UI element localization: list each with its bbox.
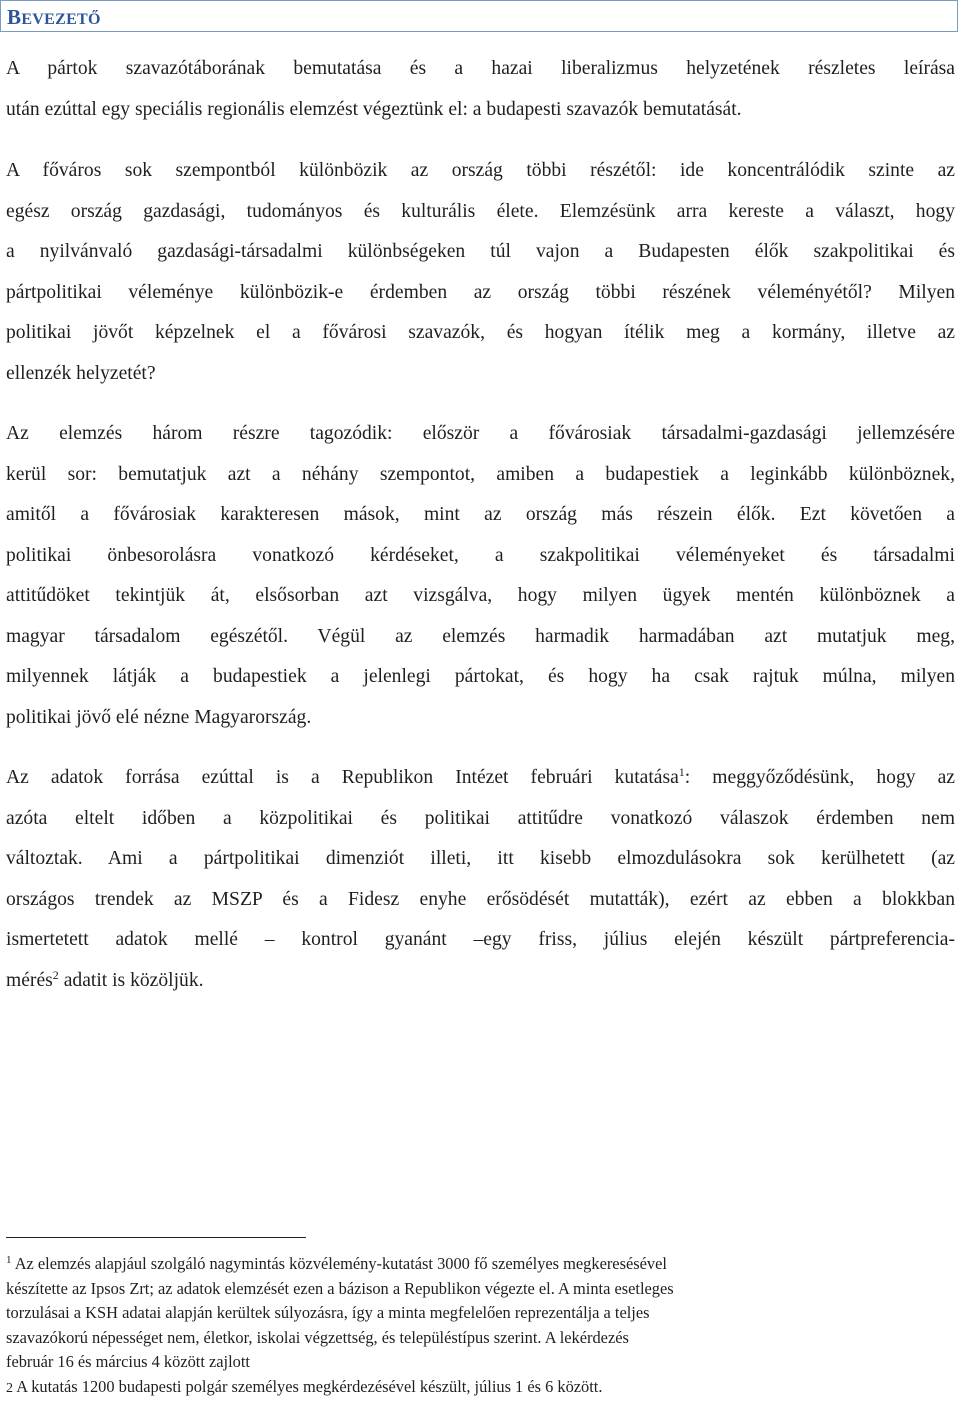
paragraph-2 [6, 151, 955, 394]
footnote-1-line: torzulásai a KSH adatai alapján kerültek súlyozásra, így a minta megfelelően reprezentálja a teljes [6, 1303, 650, 1322]
paragraph-line: amitől a fővárosiak karakteresen mások, mint az ország más részein élők. Ezt követően a [6, 504, 955, 525]
paragraph-line: politikai jövőt képzelnek el a fővárosi szavazók, és hogyan ítélik meg a kormány, illetve az [6, 322, 955, 343]
paragraph-line: azóta eltelt időben a közpolitikai és politikai attitűdre vonatkozó válaszok érdemben nem [6, 807, 955, 829]
paragraph-line [6, 758, 955, 799]
paragraph-line: A pártok szavazótáborának bemutatása és a hazai liberalizmus helyzetének részletes leírása [6, 58, 955, 79]
paragraph-1 [6, 49, 955, 130]
paragraph-line: után ezúttal egy speciális regionális elemzést végeztünk el: a budapesti szavazók bemutatását. [6, 98, 742, 120]
paragraph-4 [6, 758, 955, 1001]
footnote-1-number: 1 [6, 1254, 12, 1266]
footnote-text: A kutatás 1200 budapesti polgár személyes megkérdezésével készült, július 1 és 6 között. [13, 1376, 603, 1396]
paragraph-text: Az adatok forrása ezúttal is a Republikon Intézet februári kutatása [6, 767, 679, 788]
paragraph-line: milyennek látják a budapestiek a jelenlegi pártokat, és hogy ha csak rajtuk múlna, milyen [6, 666, 955, 687]
footnote-1-line [6, 1252, 936, 1277]
paragraph-text: adatit is közöljük. [58, 969, 204, 991]
paragraph-line: a nyilvánvaló gazdasági-társadalmi különbségeken túl vajon a Budapesten élők szakpolitikai és [6, 241, 955, 262]
footnote-2-line [6, 1375, 936, 1402]
paragraph-line: pártpolitikai véleménye különbözik-e érdemben az ország többi részének véleményétől? Milyen [6, 281, 955, 303]
section-heading [0, 0, 958, 32]
paragraph-line: változtak. Ami a pártpolitikai dimenziót illeti, itt kisebb elmozdulásokra sok kerülhetett (az [6, 848, 955, 869]
footnote-ref-1[interactable]: 1 [678, 765, 685, 779]
paragraph-line [6, 961, 955, 1002]
paragraph-line: kerül sor: bemutatjuk azt a néhány szempontot, amiben a budapestiek a leginkább különböznek, [6, 463, 955, 485]
paragraph-line: A főváros sok szempontból különbözik az ország többi részétől: ide koncentrálódik szinte az [6, 160, 955, 181]
footnote-1-line: február 16 és március 4 között zajlott [6, 1352, 250, 1371]
paragraph-line: attitűdöket tekintjük át, elsősorban azt vizsgálva, hogy milyen ügyek mentén különböznek a [6, 585, 955, 606]
paragraph-line: ismertetett adatok mellé – kontrol gyanánt –egy friss, július elején készült pártpreferencia- [6, 929, 955, 950]
footnote-2-number: 2 [6, 1380, 13, 1396]
footnotes [6, 1252, 936, 1401]
paragraph-text: : meggyőződésünk, hogy az [684, 767, 955, 788]
footnote-1-line: készítette az Ipsos Zrt; az adatok elemzését ezen a bázison a Republikon végezte el. A minta esetleges [6, 1278, 674, 1298]
footnote-ref-2[interactable]: 2 [52, 967, 59, 982]
heading-first-letter: B [7, 5, 22, 29]
paragraph-line: országos trendek az MSZP és a Fidesz enyhe erősödését mutatták), ezért az ebben a blokkban [6, 888, 955, 910]
paragraph-line: Az elemzés három részre tagozódik: először a fővárosiak társadalmi-gazdasági jellemzésére [6, 423, 955, 444]
footnote-separator [6, 1237, 306, 1238]
footnote-1-line: szavazókorú népességet nem, életkor, iskolai végzettség, és településtípus szerint. A lekérdezés [6, 1327, 629, 1347]
paragraph-text: mérés [6, 969, 53, 991]
paragraph-line: politikai jövő elé nézne Magyarország. [6, 706, 312, 728]
footnote-text: Az elemzés alapjául szolgáló nagymintás közvélemény-kutatást 3000 fő személyes megkeresésével [14, 1254, 667, 1273]
paragraph-line: magyar társadalom egészétől. Végül az elemzés harmadik harmadában azt mutatjuk meg, [6, 625, 955, 647]
heading-rest: EVEZETŐ [21, 11, 101, 28]
paragraph-3 [6, 414, 955, 738]
paragraph-line: ellenzék helyzetét? [6, 362, 156, 384]
paragraph-line: politikai önbesorolásra vonatkozó kérdéseket, a szakpolitikai véleményeket és társadalmi [6, 544, 955, 566]
paragraph-line: egész ország gazdasági, tudományos és kulturális élete. Elemzésünk arra kereste a választ, hogy [6, 200, 955, 222]
